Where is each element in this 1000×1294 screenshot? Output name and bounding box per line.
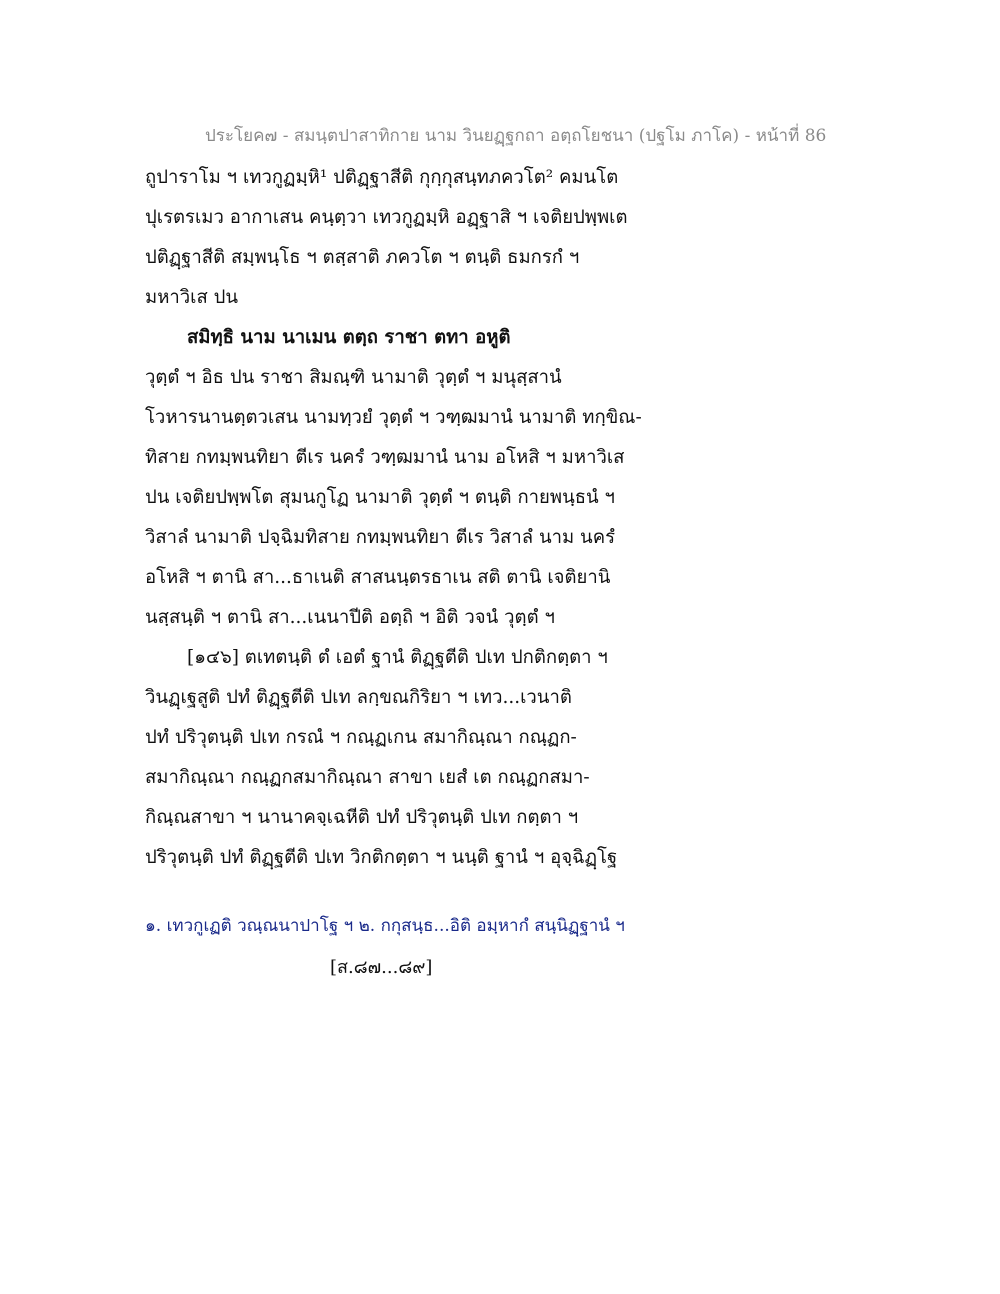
- verse-line: สมิทฺธิ นาม นาเมน ตตฺถ ราชา ตทา อหูติ: [187, 327, 511, 348]
- text-line: ทิสาย กทมฺพนทิยา ตีเร นครํ วฑฺฒมานํ นาม อโหสิ ฯ มหาวิเส: [145, 447, 625, 468]
- text-line: วินฏฺเฐสูติ ปทํ ติฏฺฐตีติ ปเท ลกฺขณกิริยา ฯ เทว...เวนาติ: [145, 687, 572, 708]
- text-line: สมากิณฺณา กณฺฏกสมากิณฺณา สาขา เยสํ เต กณฺฏกสมา-: [145, 767, 590, 788]
- text-line: กิณฺณสาขา ฯ นานาคจฺเฉหีติ ปทํ ปริวุตนฺติ ปเท กตฺตา ฯ: [145, 807, 579, 828]
- text-line: นสฺสนฺติ ฯ ตานิ สา...เนนาปีติ อตฺถิ ฯ อิติ วจนํ วุตฺตํ ฯ: [145, 607, 555, 628]
- text-line: ปติฏฺฐาสีติ สมฺพนฺโธ ฯ ตสฺสาติ ภควโต ฯ ตนฺติ ธมกรกํ ฯ: [145, 247, 580, 268]
- text-line: มหาวิเส ปน: [145, 287, 239, 308]
- paragraph-start-line: [๑๔๖] ตเทตนฺติ ตํ เอตํ ฐานํ ติฏฺฐตีติ ปเท ปกติกตฺตา ฯ: [187, 647, 608, 668]
- text-line: วุตฺตํ ฯ อิธ ปน ราชา สิมณฺฑิ นามาติ วุตฺตํ ฯ มนุสฺสานํ: [145, 367, 562, 388]
- body-text: [145, 158, 645, 878]
- text-line: โวหารนานตฺตวเสน นามทฺวยํ วุตฺตํ ฯ วฑฺฒมานํ นามาติ ทกฺขิณ-: [145, 407, 642, 428]
- page-header: ประโยค๗ - สมนฺตปาสาทิกาย นาม วินยฏฺฐกถา อตฺถโยชนา (ปฐโม ภาโค) - หน้าที่ 86: [205, 126, 827, 146]
- page-reference: [ส.๘๗...๘๙]: [330, 957, 433, 978]
- text-line: ถูปาราโม ฯ เทวกูฏมฺหิ¹ ปติฏฺฐาสีติ กุกฺกุสนฺทภควโต² คมนโต: [145, 167, 619, 188]
- text-line: ปทํ ปริวุตนฺติ ปเท กรณํ ฯ กณฺฏเกน สมากิณฺณา กณฺฏก-: [145, 727, 577, 748]
- footnotes: ๑. เทวกูเฏติ วณฺณนาปาโฐ ฯ ๒. กกุสนฺธ...อิติ อมฺหากํ สนฺนิฏฺฐานํ ฯ: [145, 916, 625, 936]
- text-line: วิสาลํ นามาติ ปจฺฉิมทิสาย กทมฺพนทิยา ตีเร วิสาลํ นาม นครํ: [145, 527, 616, 548]
- text-line: ปุเรตรเมว อากาเสน คนฺตฺวา เทวกูฏมฺหิ อฏฺฐาสิ ฯ เจติยปพฺพเต: [145, 207, 628, 228]
- text-line: ปน เจติยปพฺพโต สุมนกูโฏ นามาติ วุตฺตํ ฯ ตนฺติ กายพนฺธนํ ฯ: [145, 487, 615, 508]
- text-line: อโหสิ ฯ ตานิ สา...ธาเนติ สาสนนฺตรธาเน สติ ตานิ เจติยานิ: [145, 567, 611, 588]
- text-line: ปริวุตนฺติ ปทํ ติฏฺฐตีติ ปเท วิกติกตฺตา ฯ นนฺติ ฐานํ ฯ อุจฺฉิฏฺโฐ: [145, 847, 618, 868]
